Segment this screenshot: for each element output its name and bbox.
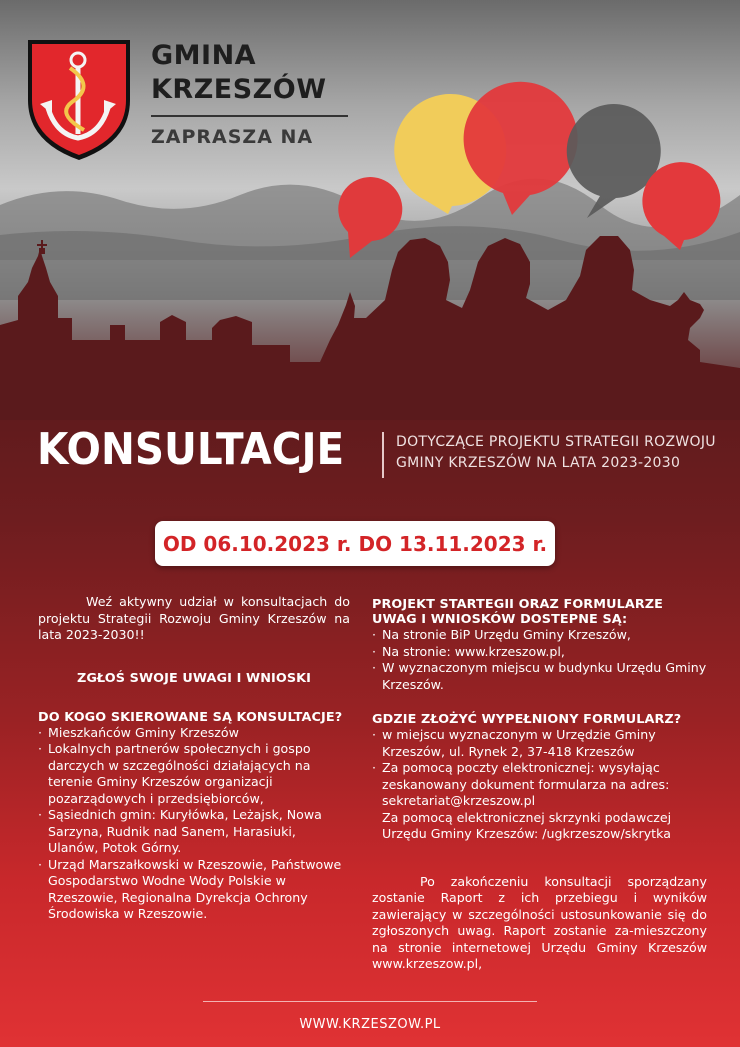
call-to-action: ZGŁOŚ SWOJE UWAGI I WNIOSKI [76, 670, 312, 686]
submit-extra: Za pomocą elektronicznej skrzynki podawczej Urzędu Gminy Krzeszów: /ugkrzeszow/skrytka [382, 809, 672, 841]
list-item: · Na stronie: www.krzeszow.pl, [372, 644, 707, 661]
title-subtitle-line1: DOTYCZĄCE PROJEKTU STRATEGII ROZWOJU [396, 434, 716, 450]
right-column [372, 597, 707, 973]
list-item: · Lokalnych partnerów społecznych i gospo darczych w szczególności działających na terenie Gminy Krzeszów organizacji pozarządowych i przedsiębiorców, [38, 741, 350, 807]
list-item: · w miejscu wyznaczonym w Urzędzie Gminy Krzeszów, ul. Rynek 2, 37-418 Krzeszów [372, 727, 707, 760]
date-range-box [155, 521, 555, 566]
list-item: · W wyznaczonym miejscu w budynku Urzędu Gminy Krzeszów. [372, 660, 707, 693]
list-item: · Urząd Marszałkowski w Rzeszowie, Państwowe Gospodarstwo Wodne Wody Polskie w Rzeszowie, Regionalna Dyrekcja Ochrony Środowiska w Rzeszowie. [38, 857, 350, 923]
docs-heading: PROJEKT STARTEGII ORAZ FORMULARZE UWAG I WNIOSKÓW DOSTEPNE SĄ: [372, 597, 664, 627]
submit-heading: GDZIE ZŁOŻYĆ WYPEŁNIONY FORMULARZ? [372, 712, 682, 727]
gmina-crest-icon [26, 38, 132, 162]
brand-invite: ZAPRASZA NA [151, 126, 314, 148]
title-divider [382, 432, 384, 478]
brand-divider [151, 115, 348, 117]
intro-text: Weź aktywny udział w konsultacjach do projektu Strategii Rozwoju Gminy Krzeszów na lata 2023-2030!! [38, 594, 350, 642]
footer-divider [203, 1001, 537, 1002]
title-subtitle-line2: GMINY KRZESZÓW NA LATA 2023-2030 [396, 455, 681, 471]
date-range: OD 06.10.2023 r. DO 13.11.2023 r. [162, 531, 548, 556]
submit-list [372, 727, 707, 810]
church-cross-horizontal [37, 244, 47, 246]
audience-list [38, 725, 350, 923]
brand-name-line2: KRZESZÓW [151, 74, 327, 105]
list-item: · Mieszkańców Gminy Krzeszów [38, 725, 350, 742]
left-column [38, 594, 350, 923]
closing-text: Po zakończeniu konsultacji sporządzany zostanie Raport z ich przebiegu i wyników zawierający w szczególności ustosunkowanie się do zgłoszonych uwag. Raport zostanie za-mieszczony na stronie internetowej Urzędu Gminy Krzeszów www.krzeszow.pl, [372, 873, 707, 971]
church-cross-vertical [41, 240, 43, 254]
page-title: KONSULTACJE [37, 424, 345, 475]
list-item: · Za pomocą poczty elektronicznej: wysyłając zeskanowany dokument formularza na adres: sekretariat@krzeszow.pl [372, 760, 707, 810]
audience-heading: DO KOGO SKIEROWANE SĄ KONSULTACJE? [38, 709, 343, 725]
footer-url[interactable]: WWW.KRZESZOW.PL [299, 1017, 441, 1032]
docs-list [372, 627, 707, 693]
title-subtitle [396, 432, 716, 474]
brand-name-line1: GMINA [151, 40, 257, 71]
list-item: · Sąsiednich gmin: Kuryłówka, Leżajsk, Nowa Sarzyna, Rudnik nad Sanem, Harasiuki, Ulanów, Potok Górny. [38, 807, 350, 857]
list-item: · Na stronie BiP Urzędu Gminy Krzeszów, [372, 627, 707, 644]
